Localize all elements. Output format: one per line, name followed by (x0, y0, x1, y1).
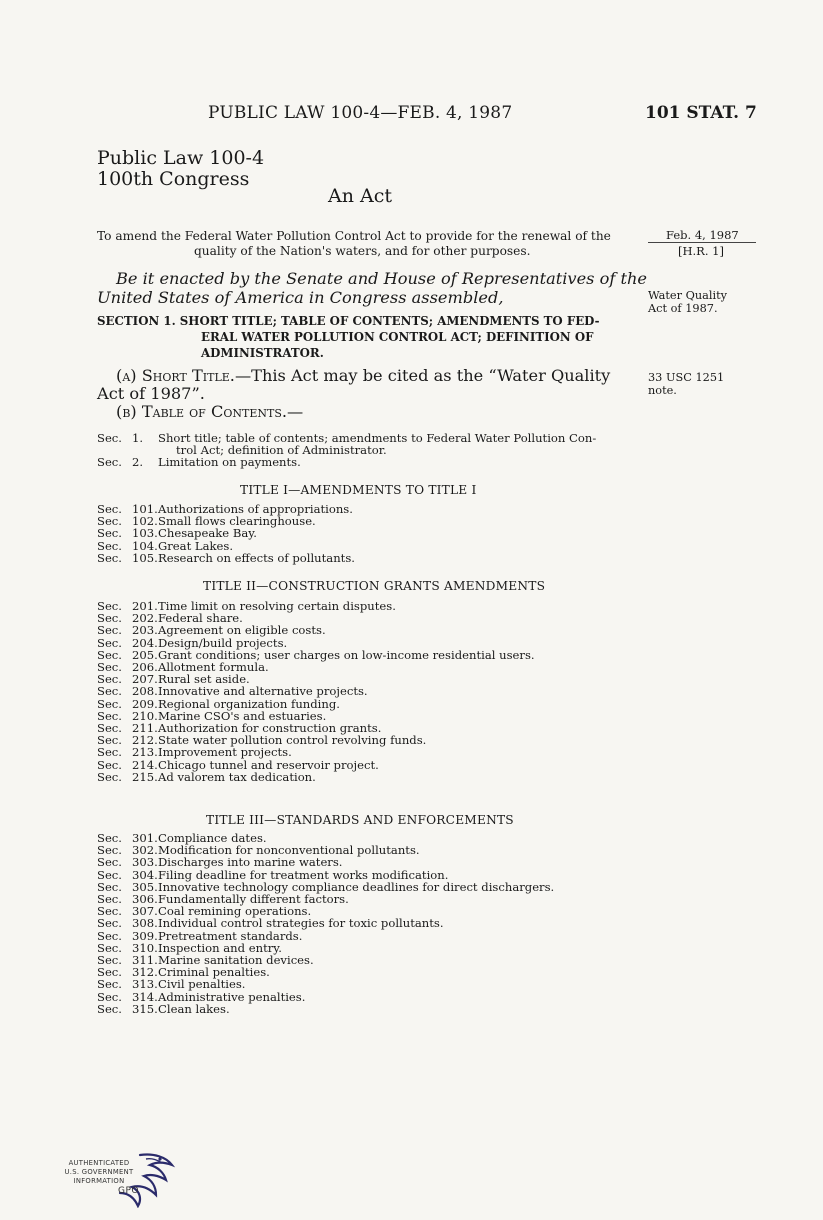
toc-sec-title: Fundamentally different factors. (158, 892, 349, 907)
enacting-line-1: Be it enacted by the Senate and House of Representatives of the (116, 269, 648, 288)
toc-sec-label: Sec. (97, 623, 122, 638)
margin-note-bill: [H.R. 1] (678, 244, 724, 258)
toc-sec-label: Sec. (97, 721, 122, 736)
toc-sec-title: Ad valorem tax dedication. (158, 769, 316, 784)
toc-sec-label: Sec. (97, 599, 122, 613)
toc-sec-number: 102. (132, 514, 158, 529)
toc-sec-label: Sec. (97, 660, 122, 675)
toc-sec-label: Sec. (97, 455, 122, 470)
toc-sec-number: 302. (132, 843, 158, 858)
toc-sec-number: 311. (132, 953, 158, 968)
toc-sec-title: Inspection and entry. (158, 940, 282, 955)
section-1-heading (97, 313, 633, 361)
toc-item (97, 552, 637, 564)
toc-sec-label: Sec. (97, 538, 122, 553)
toc-sec-label: Sec. (97, 611, 122, 626)
toc-sec-number: 1. (132, 431, 144, 445)
toc-sec-number: 308. (132, 916, 158, 931)
toc-sec-number: 309. (132, 928, 158, 943)
toc-sec-label: Sec. (97, 745, 122, 760)
toc-sec-label: Sec. (97, 831, 122, 845)
an-act-title: An Act (328, 185, 392, 207)
toc-sec-label: Sec. (97, 514, 122, 529)
short-title-paragraph (97, 367, 633, 421)
toc-item-continuation: trol Act; definition of Administrator. (176, 443, 387, 458)
table-of-contents-label-line (97, 403, 633, 421)
margin-note-usc (648, 371, 724, 397)
toc-sec-title: Great Lakes. (158, 538, 234, 553)
toc-item (97, 1003, 637, 1015)
seal-text-line-1: AUTHENTICATED (68, 1159, 130, 1167)
toc-sec-number: 208. (132, 684, 158, 699)
toc-sec-number: 313. (132, 977, 158, 992)
toc-sec-label: Sec. (97, 696, 122, 711)
toc-sec-number: 201. (132, 599, 158, 613)
toc-sec-number: 212. (132, 733, 158, 748)
toc-sec-title: Innovative technology compliance deadlines for direct dischargers. (158, 879, 555, 894)
stat-citation: 101 STAT. 7 (645, 103, 757, 123)
purpose-line-1: To amend the Federal Water Pollution Control Act to provide for the renewal of the (97, 229, 611, 243)
public-law-number: Public Law 100-4 (97, 147, 265, 169)
toc-sec-label: Sec. (97, 757, 122, 772)
enacting-clause (97, 269, 648, 307)
toc-sec-number: 105. (132, 550, 158, 565)
act-purpose (97, 229, 633, 259)
toc-sec-title: Chicago tunnel and reservoir project. (158, 757, 379, 772)
toc-general (97, 432, 637, 469)
toc-sec-title: Discharges into marine waters. (158, 855, 343, 870)
toc-sec-label: Sec. (97, 672, 122, 687)
margin-note-divider (648, 242, 756, 243)
toc-title-1-heading: TITLE I—AMENDMENTS TO TITLE I (240, 483, 477, 497)
section-1-heading-line-2: ERAL WATER POLLUTION CONTROL ACT; DEFINITION OF (201, 330, 594, 344)
toc-sec-number: 202. (132, 611, 158, 626)
seal-text-line-2: U.S. GOVERNMENT (64, 1168, 134, 1176)
toc-title-2-heading: TITLE II—CONSTRUCTION GRANTS AMENDMENTS (203, 579, 546, 593)
toc-sec-number: 301. (132, 831, 158, 845)
margin-note-short-title (648, 289, 727, 315)
congress-number: 100th Congress (97, 168, 250, 190)
toc-sec-title: Individual control strategies for toxic pollutants. (158, 916, 444, 931)
toc-sec-label: Sec. (97, 526, 122, 541)
toc-sec-title: Coal remining operations. (158, 904, 312, 919)
toc-sec-number: 310. (132, 940, 158, 955)
toc-sec-title: Marine CSO's and estuaries. (158, 708, 327, 723)
toc-sec-label: Sec. (97, 431, 122, 445)
table-of-contents-dash: — (287, 402, 304, 421)
toc-sec-label: Sec. (97, 953, 122, 968)
toc-sec-label: Sec. (97, 904, 122, 919)
toc-sec-number: 307. (132, 904, 158, 919)
toc-sec-title: Authorization for construction grants. (158, 721, 382, 736)
seal-gpo-mark: GPO (118, 1186, 139, 1196)
toc-sec-title: Criminal penalties. (158, 965, 270, 980)
short-title-label: (a) Short Title. (116, 366, 235, 385)
toc-item (97, 771, 637, 783)
purpose-line-2: quality of the Nation's waters, and for other purposes. (194, 244, 531, 258)
toc-sec-number: 305. (132, 879, 158, 894)
toc-sec-title: Short title; table of contents; amendments to Federal Water Pollution Con- (158, 431, 597, 445)
toc-sec-title: Clean lakes. (158, 1001, 230, 1016)
toc-sec-label: Sec. (97, 855, 122, 870)
enacting-line-2: United States of America in Congress assembled, (97, 288, 504, 307)
toc-sec-number: 104. (132, 538, 158, 553)
toc-sec-number: 211. (132, 721, 158, 736)
section-1-heading-line-3: ADMINISTRATOR. (201, 346, 324, 360)
short-title-line-2: Act of 1987”. (97, 384, 205, 403)
toc-title-1 (97, 503, 637, 564)
toc-title-3 (97, 832, 637, 1015)
toc-sec-number: 306. (132, 892, 158, 907)
toc-sec-title: Design/build projects. (158, 635, 288, 650)
toc-sec-label: Sec. (97, 928, 122, 943)
toc-sec-number: 2. (132, 455, 144, 470)
margin-note-short-title-line-2: Act of 1987. (648, 302, 718, 315)
toc-sec-title: Compliance dates. (158, 831, 267, 845)
toc-sec-number: 204. (132, 635, 158, 650)
short-title-text: —This Act may be cited as the “Water Quality (234, 366, 611, 385)
running-head: PUBLIC LAW 100-4—FEB. 4, 1987 (208, 103, 513, 123)
short-title-line-1 (97, 367, 633, 385)
toc-sec-number: 303. (132, 855, 158, 870)
toc-sec-number: 209. (132, 696, 158, 711)
toc-sec-label: Sec. (97, 977, 122, 992)
toc-sec-title: Grant conditions; user charges on low-income residential users. (158, 647, 535, 662)
toc-sec-title: Improvement projects. (158, 745, 292, 760)
toc-sec-number: 314. (132, 989, 158, 1004)
toc-sec-label: Sec. (97, 879, 122, 894)
margin-note-short-title-line-1: Water Quality (648, 289, 728, 302)
toc-sec-number: 213. (132, 745, 158, 760)
toc-sec-label: Sec. (97, 684, 122, 699)
toc-sec-title: Federal share. (158, 611, 243, 626)
toc-sec-title: Time limit on resolving certain disputes. (158, 599, 396, 613)
toc-item (97, 456, 637, 468)
toc-sec-number: 205. (132, 647, 158, 662)
toc-sec-number: 207. (132, 672, 158, 687)
toc-sec-label: Sec. (97, 916, 122, 931)
toc-sec-number: 304. (132, 867, 158, 882)
toc-sec-title: Rural set aside. (158, 672, 250, 687)
toc-sec-title: Innovative and alternative projects. (158, 684, 368, 699)
toc-sec-number: 210. (132, 708, 158, 723)
toc-sec-number: 214. (132, 757, 158, 772)
toc-sec-title: Authorizations of appropriations. (158, 502, 353, 516)
seal-text-line-3: INFORMATION (73, 1177, 125, 1185)
toc-sec-label: Sec. (97, 635, 122, 650)
toc-sec-title: Administrative penalties. (158, 989, 306, 1004)
toc-sec-label: Sec. (97, 843, 122, 858)
toc-sec-number: 315. (132, 1001, 158, 1016)
toc-sec-title: State water pollution control revolving funds. (158, 733, 427, 748)
toc-sec-number: 203. (132, 623, 158, 638)
margin-note-usc-line-2: note. (648, 384, 677, 397)
toc-sec-title: Small flows clearinghouse. (158, 514, 316, 529)
section-1-heading-line-1: SECTION 1. SHORT TITLE; TABLE OF CONTENTS; AMENDMENTS TO FED- (97, 314, 600, 328)
toc-sec-number: 312. (132, 965, 158, 980)
margin-note-date: Feb. 4, 1987 (666, 228, 739, 242)
toc-title-2 (97, 600, 637, 783)
toc-sec-number: 101. (132, 502, 158, 516)
toc-sec-label: Sec. (97, 965, 122, 980)
toc-sec-title: Filing deadline for treatment works modification. (158, 867, 449, 882)
toc-sec-title: Pretreatment standards. (158, 928, 303, 943)
toc-sec-title: Research on effects of pollutants. (158, 550, 355, 565)
toc-sec-title: Marine sanitation devices. (158, 953, 314, 968)
toc-sec-title: Chesapeake Bay. (158, 526, 257, 541)
toc-sec-number: 206. (132, 660, 158, 675)
toc-sec-title: Allotment formula. (158, 660, 269, 675)
toc-sec-label: Sec. (97, 989, 122, 1004)
toc-sec-label: Sec. (97, 867, 122, 882)
toc-sec-title: Civil penalties. (158, 977, 246, 992)
toc-sec-title: Agreement on eligible costs. (158, 623, 326, 638)
toc-sec-label: Sec. (97, 708, 122, 723)
toc-sec-number: 215. (132, 769, 158, 784)
toc-sec-label: Sec. (97, 550, 122, 565)
toc-sec-label: Sec. (97, 769, 122, 784)
toc-title-3-heading: TITLE III—STANDARDS AND ENFORCEMENTS (206, 813, 514, 827)
toc-sec-label: Sec. (97, 892, 122, 907)
margin-note-usc-line-1: 33 USC 1251 (648, 371, 725, 384)
toc-sec-label: Sec. (97, 502, 122, 516)
toc-sec-label: Sec. (97, 647, 122, 662)
toc-sec-label: Sec. (97, 940, 122, 955)
table-of-contents-label: (b) Table of Contents. (116, 402, 287, 421)
toc-sec-label: Sec. (97, 733, 122, 748)
toc-sec-title: Regional organization funding. (158, 696, 340, 711)
toc-sec-label: Sec. (97, 1001, 122, 1016)
toc-sec-title: Modification for nonconventional pollutants. (158, 843, 420, 858)
toc-sec-number: 103. (132, 526, 158, 541)
toc-sec-title: Limitation on payments. (158, 455, 301, 470)
